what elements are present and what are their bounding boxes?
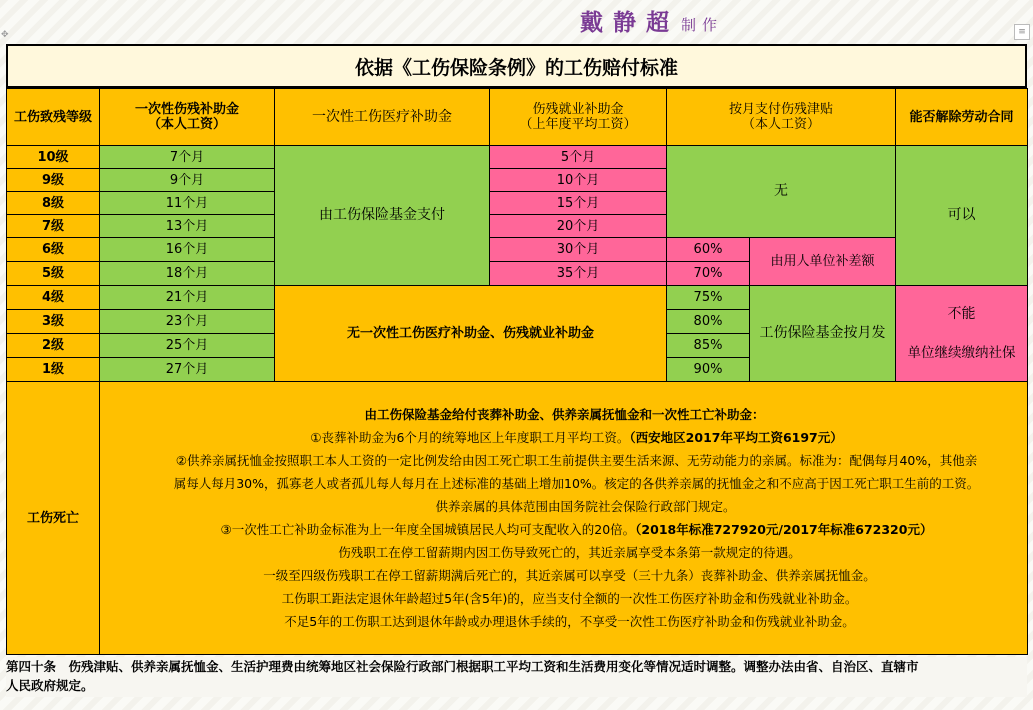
monthly-pct-cell: 90% <box>667 358 750 382</box>
lump-cell: 27个月 <box>100 358 275 382</box>
monthly-none-cell: 无 <box>667 146 896 238</box>
death-line: ③一次性工亡补助金标准为上一年度全国城镇居民人均可支配收入的20倍。（2018年标准727920元/2017年标准672320元） <box>220 522 933 537</box>
death-line: 属每人每月30%，孤寡老人或者孤儿每人每月在上述标准的基础上增加10%。核定的各供养亲属的抚恤金之和不应高于因工死亡职工生前的工资。 <box>173 476 980 491</box>
monthly-pct-cell: 60% <box>667 238 750 262</box>
compensation-table <box>6 88 1028 655</box>
employ-cell: 15个月 <box>490 192 667 215</box>
header-level: 工伤致残等级 <box>7 89 100 146</box>
fund-monthly-cell: 工伤保险基金按月发 <box>750 286 896 382</box>
level-cell: 6级 <box>7 238 100 262</box>
level-cell: 4级 <box>7 286 100 310</box>
death-line: 由工伤保险基金给付丧葬补助金、供养亲属抚恤金和一次性工亡补助金： <box>364 407 765 422</box>
table-row <box>7 286 1028 310</box>
footer-line: 人民政府规定。 <box>6 678 94 693</box>
lump-cell: 21个月 <box>100 286 275 310</box>
death-line: 一级至四级伤残职工在停工留薪期满后死亡的，其近亲属可以享受（三十九条）丧葬补助金、供养亲属抚恤金。 <box>263 568 876 583</box>
monthly-pct-cell: 75% <box>667 286 750 310</box>
monthly-pct-cell: 85% <box>667 334 750 358</box>
level-cell: 2级 <box>7 334 100 358</box>
header-row <box>7 89 1028 146</box>
lump-cell: 9个月 <box>100 169 275 192</box>
death-line: 不足5年的工伤职工达到退休年龄或办理退休手续的，不享受一次性工伤医疗补助金和伤残就业补助金。 <box>284 614 855 629</box>
level-cell: 5级 <box>7 262 100 286</box>
table-row <box>7 238 1028 262</box>
lump-cell: 23个月 <box>100 310 275 334</box>
terminate-cannot-cell <box>896 286 1028 382</box>
level-cell: 3级 <box>7 310 100 334</box>
cannot-label: 不能 <box>947 305 976 322</box>
lump-cell: 13个月 <box>100 215 275 238</box>
employ-cell: 20个月 <box>490 215 667 238</box>
page-title: 依据《工伤保险条例》的工伤赔付标准 <box>6 44 1027 88</box>
table-row <box>7 146 1028 169</box>
death-line: ①丧葬补助金为6个月的统筹地区上年度职工月平均工资。（西安地区2017年平均工资6197元） <box>310 430 843 445</box>
header-employ: 伤残就业补助金 （上年度平均工资） <box>490 89 667 146</box>
header-terminate: 能否解除劳动合同 <box>896 89 1028 146</box>
employ-cell: 30个月 <box>490 238 667 262</box>
header-medical: 一次性工伤医疗补助金 <box>275 89 490 146</box>
death-details <box>100 382 1028 655</box>
level-cell: 8级 <box>7 192 100 215</box>
scroll-menu-icon[interactable]: ≡ <box>1014 24 1030 40</box>
move-handle-icon[interactable]: ✥ <box>1 30 9 40</box>
death-line: ②供养亲属抚恤金按照职工本人工资的一定比例发给由因工死亡职工生前提供主要生活来源、无劳动能力的亲属。标准为：配偶每月40%，其他亲 <box>175 453 978 468</box>
lump-cell: 7个月 <box>100 146 275 169</box>
lump-cell: 25个月 <box>100 334 275 358</box>
medical-fund-cell: 由工伤保险基金支付 <box>275 146 490 286</box>
employer-diff-cell: 由用人单位补差额 <box>750 238 896 286</box>
header-monthly: 按月支付伤残津贴 （本人工资） <box>667 89 896 146</box>
terminate-can-cell: 可以 <box>896 146 1028 286</box>
header-lump: 一次性伤残补助金 （本人工资） <box>100 89 275 146</box>
keep-insurance-label: 单位继续缴纳社保 <box>907 344 1016 361</box>
footer-line: 第四十条 伤残津贴、供养亲属抚恤金、生活护理费由统筹地区社会保险行政部门根据职工平均工资和生活费用变化等情况适时调整。调整办法由省、自治区、直辖市 <box>6 659 919 674</box>
death-line: 供养亲属的具体范围由国务院社会保险行政部门规定。 <box>435 499 736 514</box>
death-row <box>7 382 1028 655</box>
death-label: 工伤死亡 <box>7 382 100 655</box>
no-lump-cell: 无一次性工伤医疗补助金、伤残就业补助金 <box>275 286 667 382</box>
employ-cell: 35个月 <box>490 262 667 286</box>
lump-cell: 18个月 <box>100 262 275 286</box>
employ-cell: 10个月 <box>490 169 667 192</box>
monthly-pct-cell: 70% <box>667 262 750 286</box>
author-credit <box>580 4 723 36</box>
monthly-pct-cell: 80% <box>667 310 750 334</box>
author-mark: 制作 <box>681 16 724 34</box>
death-line: 伤残职工在停工留薪期内因工伤导致死亡的，其近亲属享受本条第一款规定的待遇。 <box>338 545 801 560</box>
employ-cell: 5个月 <box>490 146 667 169</box>
article-40-footer <box>6 657 1027 697</box>
level-cell: 1级 <box>7 358 100 382</box>
death-line: 工伤职工距法定退休年龄超过5年(含5年)的，应当支付全额的一次性工伤医疗补助金和伤残就业补助金。 <box>281 591 858 606</box>
level-cell: 7级 <box>7 215 100 238</box>
author-name: 戴静超 <box>580 9 679 36</box>
lump-cell: 16个月 <box>100 238 275 262</box>
level-cell: 10级 <box>7 146 100 169</box>
level-cell: 9级 <box>7 169 100 192</box>
lump-cell: 11个月 <box>100 192 275 215</box>
